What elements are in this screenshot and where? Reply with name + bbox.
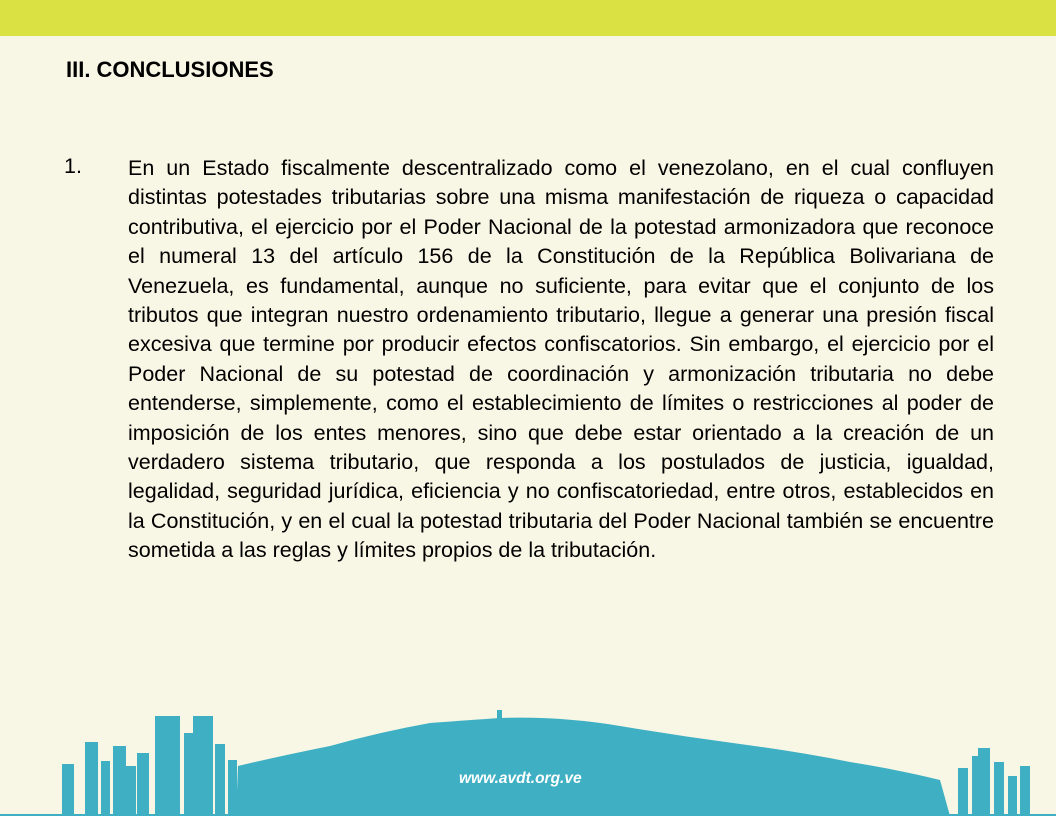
city-skyline-graphic [0, 706, 1056, 816]
website-url: www.avdt.org.ve [459, 770, 582, 787]
section-title: CONCLUSIONES [96, 57, 274, 82]
section-heading [66, 57, 274, 83]
top-banner-bar [0, 0, 1056, 36]
conclusion-paragraph: En un Estado fiscalmente descentralizado como el venezolano, en el cual confluyen distintas potestades tributarias sobre una misma manifestación de riqueza o capacidad contributiva, el ejercicio por el Poder Nacional de la potestad armonizadora que reconoce el numeral 13 del artículo 156 de la Constitución de la República Bolivariana de Venezuela, es fundamental, aunque no suficiente, para evitar que el conjunto de los tributos que integran nuestro ordenamiento tributario, llegue a generar una presión fiscal excesiva que termine por producir efectos confiscatorios. Sin embargo, el ejercicio por el Poder Nacional de su potestad de coordinación y armonización tributaria no debe entenderse, simplemente, como el establecimiento de límites o restricciones al poder de imposición de los entes menores, sino que debe estar orientado a la creación de un verdadero sistema tributario, que responda a los postulados de justicia, igualdad, legalidad, seguridad jurídica, eficiencia y no confiscatoriedad, entre otros, establecidos en la Constitución, y en el cual la potestad tributaria del Poder Nacional también se encuentre sometida a las reglas y límites propios de la tributación. [128, 156, 994, 563]
list-item-number: 1. [64, 154, 82, 178]
section-number: III. [66, 57, 91, 82]
skyline-shapes [62, 710, 1030, 816]
